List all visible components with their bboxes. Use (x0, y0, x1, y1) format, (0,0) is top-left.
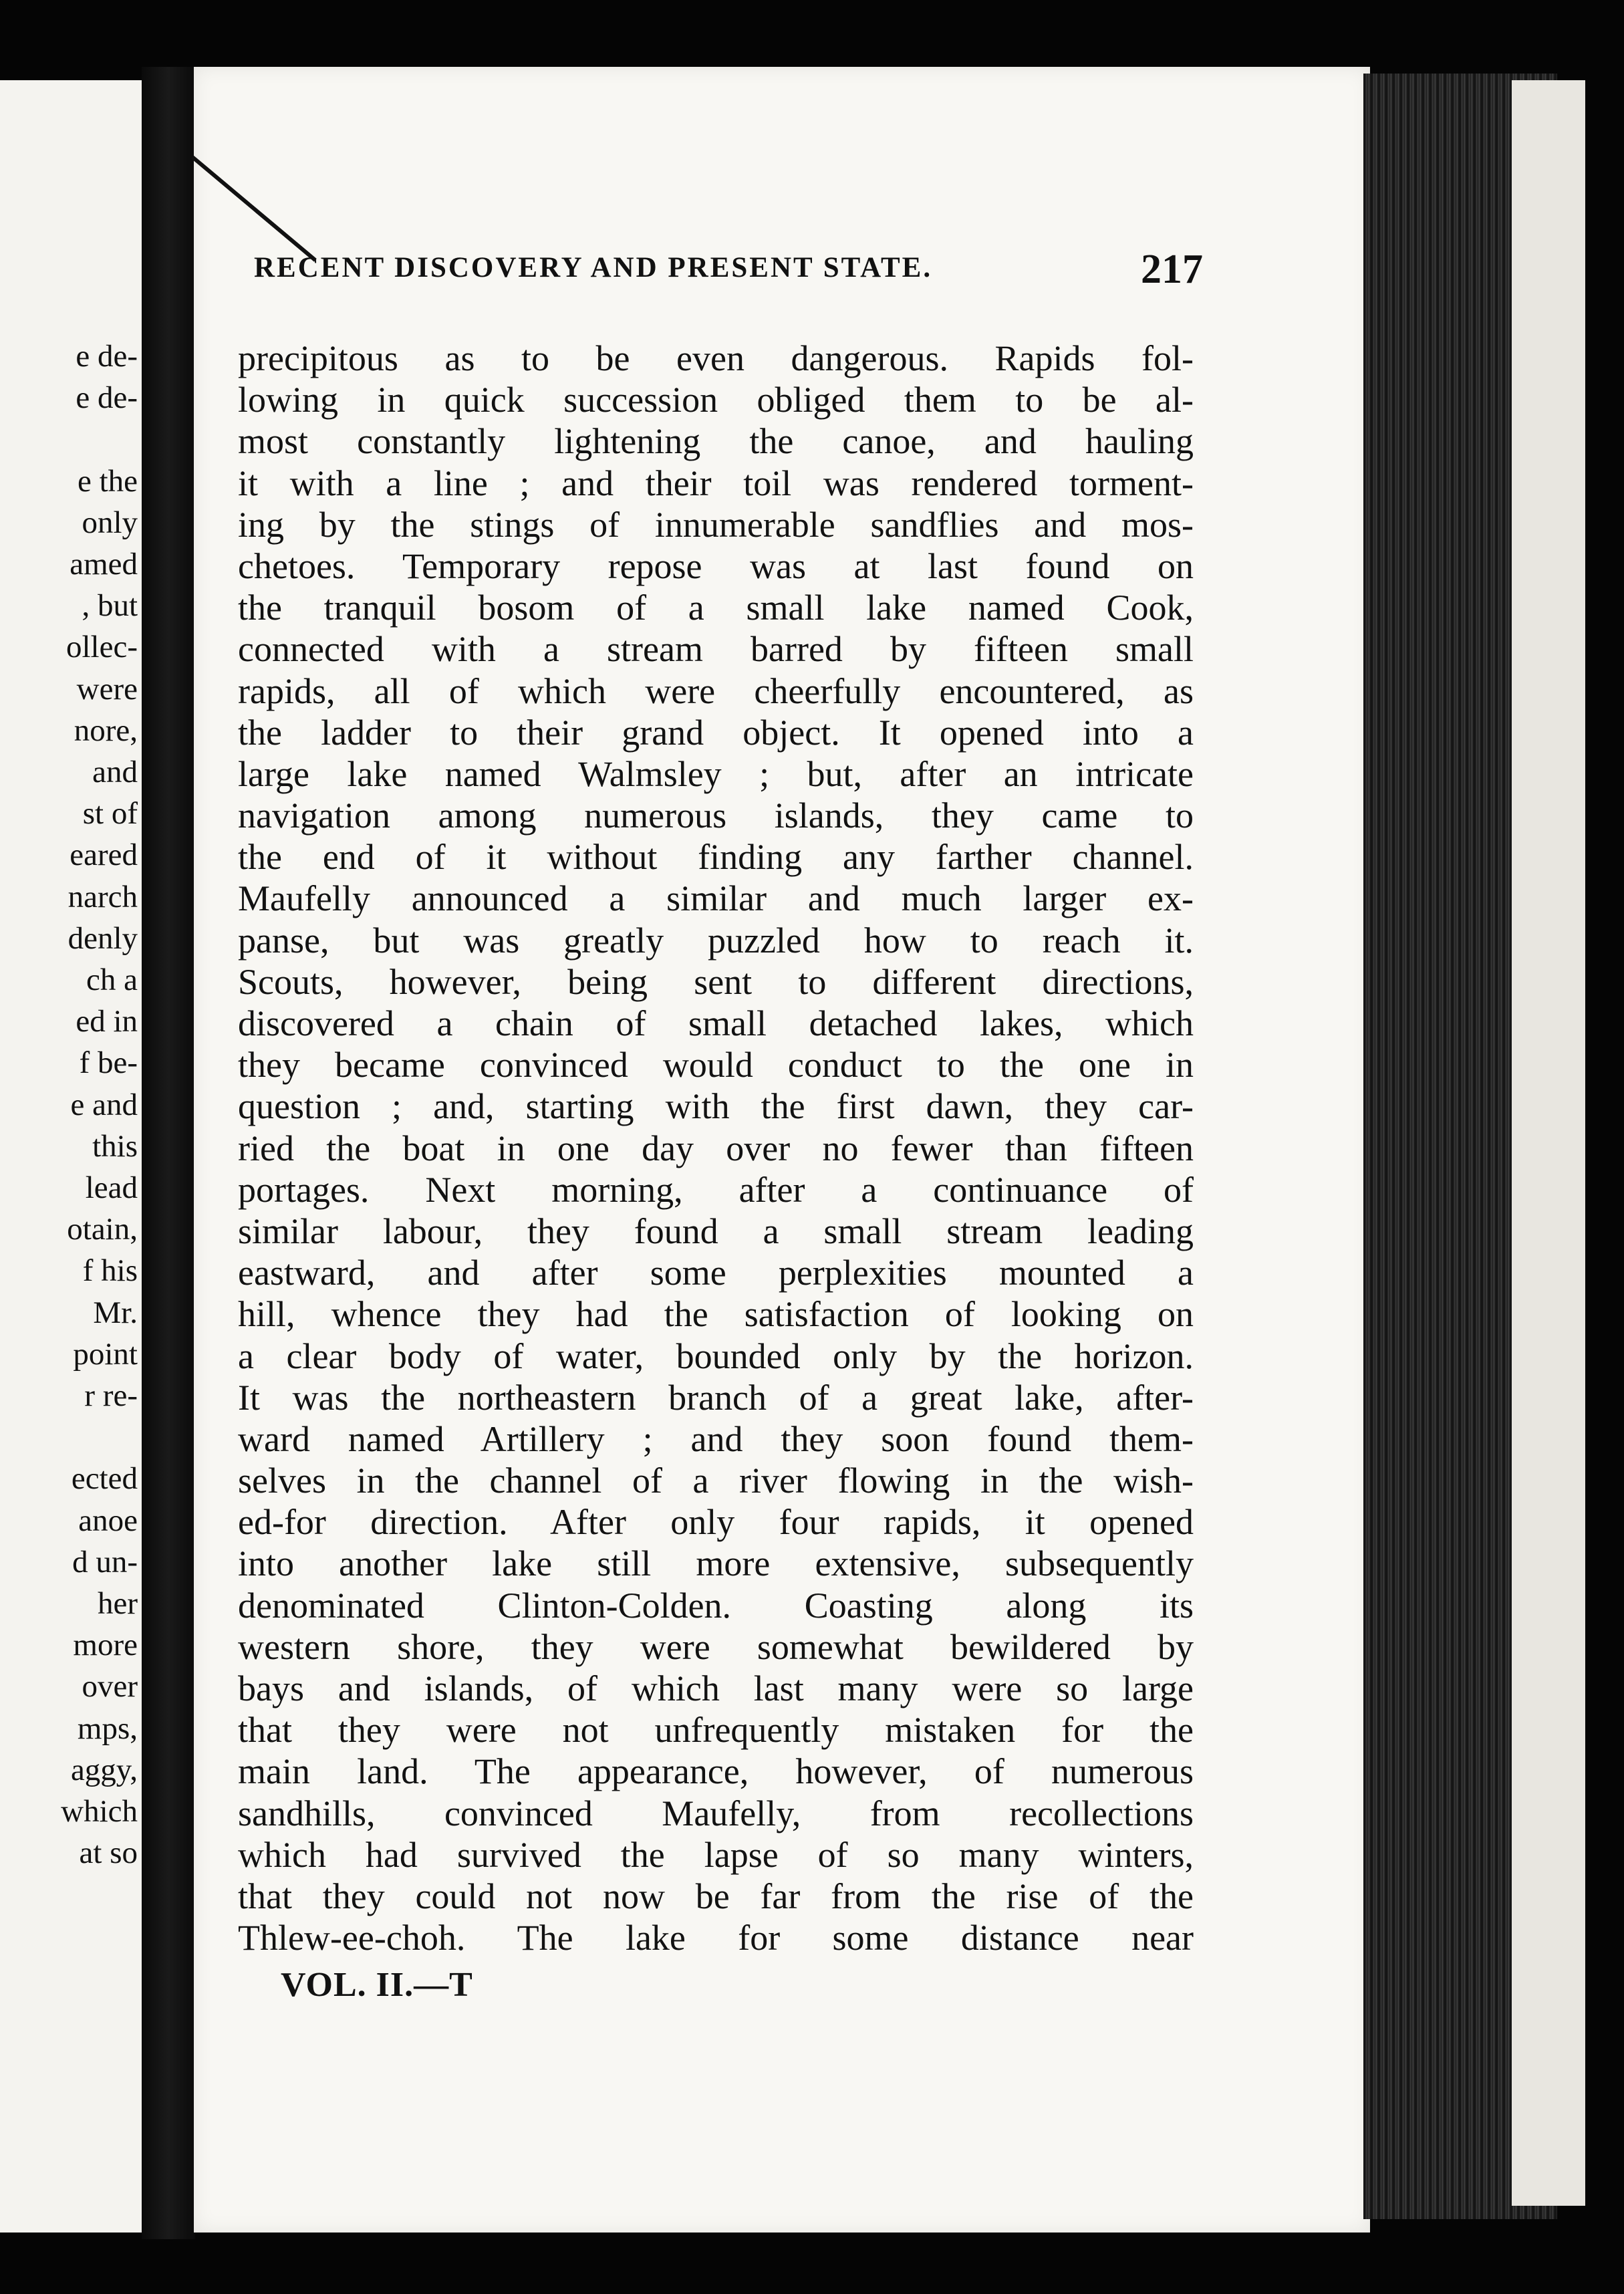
text-line: the ladder to their grand object. It opened into a (238, 712, 1194, 753)
previous-page-line: narch (67, 879, 138, 914)
previous-page-line: , but (82, 588, 138, 624)
previous-page-line: f be- (79, 1045, 138, 1081)
previous-page-line: ected (71, 1461, 138, 1497)
previous-page-line: ollec- (66, 630, 138, 665)
text-line: main land. The appearance, however, of numerous (238, 1751, 1194, 1792)
text-line: Scouts, however, being sent to different directions, (238, 961, 1194, 1002)
previous-page-line: anoe (78, 1503, 138, 1538)
text-line: most constantly lightening the canoe, and hauling (238, 421, 1194, 462)
previous-page-line: Mr. (93, 1295, 138, 1330)
previous-page-line: d un- (72, 1544, 138, 1579)
text-line: sandhills, convinced Maufelly, from recollections (238, 1793, 1194, 1833)
previous-page-line: over (82, 1669, 138, 1704)
previous-page-line: e de- (76, 339, 138, 374)
text-line: that they were not unfrequently mistaken for the (238, 1710, 1194, 1751)
text-line: denominated Clinton-Colden. Coasting along its (238, 1585, 1194, 1626)
text-line: it with a line ; and their toil was rendered torment- (238, 463, 1194, 503)
text-line: ward named Artillery ; and they soon found them- (238, 1418, 1194, 1459)
previous-page-line: mps, (77, 1710, 138, 1746)
text-line: navigation among numerous islands, they came to (238, 795, 1194, 836)
previous-page-line: r re- (84, 1378, 138, 1413)
text-line: ing by the stings of innumerable sandflies and mos- (238, 504, 1194, 545)
previous-page-line: e and (70, 1087, 138, 1122)
text-line: the tranquil bosom of a small lake named Cook, (238, 588, 1194, 628)
text-line: a clear body of water, bounded only by the horizon. (238, 1335, 1194, 1376)
previous-page-fragment (0, 80, 142, 2233)
text-line: large lake named Walmsley ; but, after an intricate (238, 753, 1194, 794)
previous-page-line: otain, (67, 1212, 138, 1247)
text-line: lowing in quick succession obliged them to be al- (238, 380, 1194, 420)
next-page-edge (1512, 80, 1585, 2206)
page-number: 217 (1141, 247, 1203, 292)
text-line: bays and islands, of which last many were so large (238, 1668, 1194, 1708)
text-line: into another lake still more extensive, subsequently (238, 1543, 1194, 1584)
text-line: question ; and, starting with the first dawn, they car- (238, 1086, 1194, 1127)
previous-page-line: more (73, 1628, 138, 1663)
previous-page-line: denly (67, 920, 138, 956)
previous-page-line: aggy, (70, 1752, 138, 1787)
previous-page-line: lead (85, 1170, 138, 1205)
running-head: RECENT DISCOVERY AND PRESENT STATE. (254, 252, 933, 283)
text-line: chetoes. Temporary repose was at last found on (238, 545, 1194, 586)
text-line: rapids, all of which were cheerfully encountered, as (238, 670, 1194, 711)
text-line: ried the boat in one day over no fewer than fifteen (238, 1128, 1194, 1168)
text-line: selves in the channel of a river flowing in the wish- (238, 1460, 1194, 1501)
text-line: they became convinced would conduct to the one in (238, 1045, 1194, 1086)
text-line: which had survived the lapse of so many winters, (238, 1834, 1194, 1875)
signature-mark: VOL. II.—T (281, 1966, 473, 2004)
previous-page-line: point (73, 1336, 138, 1372)
text-line: Maufelly announced a similar and much larger ex- (238, 878, 1194, 919)
text-line: Thlew-ee-choh. The lake for some distance near (238, 1918, 1194, 1958)
text-line: western shore, they were somewhat bewildered by (238, 1626, 1194, 1667)
text-line: It was the northeastern branch of a great lake, after- (238, 1377, 1194, 1418)
previous-page-line: and (92, 755, 138, 789)
previous-page-line: were (76, 671, 138, 707)
text-line: similar labour, they found a small stream leading (238, 1210, 1194, 1251)
page-header (254, 246, 1203, 293)
text-line: eastward, and after some perplexities mounted a (238, 1253, 1194, 1293)
text-line: panse, but was greatly puzzled how to reach it. (238, 920, 1194, 961)
body-text (238, 338, 1194, 1958)
previous-page-line: e de- (76, 380, 138, 416)
text-line: the end of it without finding any farther channel. (238, 837, 1194, 878)
text-line: discovered a chain of small detached lakes, which (238, 1003, 1194, 1043)
previous-page-line: at so (79, 1835, 138, 1871)
previous-page-line: which (61, 1794, 138, 1829)
previous-page-line: f his (82, 1253, 138, 1289)
text-line: precipitous as to be even dangerous. Rapids fol- (238, 338, 1194, 378)
text-line: that they could not now be far from the rise of the (238, 1876, 1194, 1916)
previous-page-line: eared (70, 838, 138, 873)
previous-page-line: ed in (76, 1004, 138, 1039)
previous-page-line: her (97, 1586, 138, 1621)
previous-page-line: ch a (86, 963, 138, 997)
text-line: connected with a stream barred by fifteen small (238, 629, 1194, 670)
book-gutter (142, 67, 195, 2239)
text-line: portages. Next morning, after a continuance of (238, 1169, 1194, 1210)
previous-page-line: nore, (74, 713, 138, 748)
previous-page-line: e the (77, 463, 138, 499)
previous-page-line: st of (82, 796, 138, 832)
text-line: hill, whence they had the satisfaction of looking on (238, 1294, 1194, 1335)
previous-page-line: only (82, 505, 138, 540)
previous-page-line: this (92, 1128, 138, 1164)
previous-page-line: amed (70, 547, 138, 582)
text-line: ed-for direction. After only four rapids, it opened (238, 1502, 1194, 1543)
